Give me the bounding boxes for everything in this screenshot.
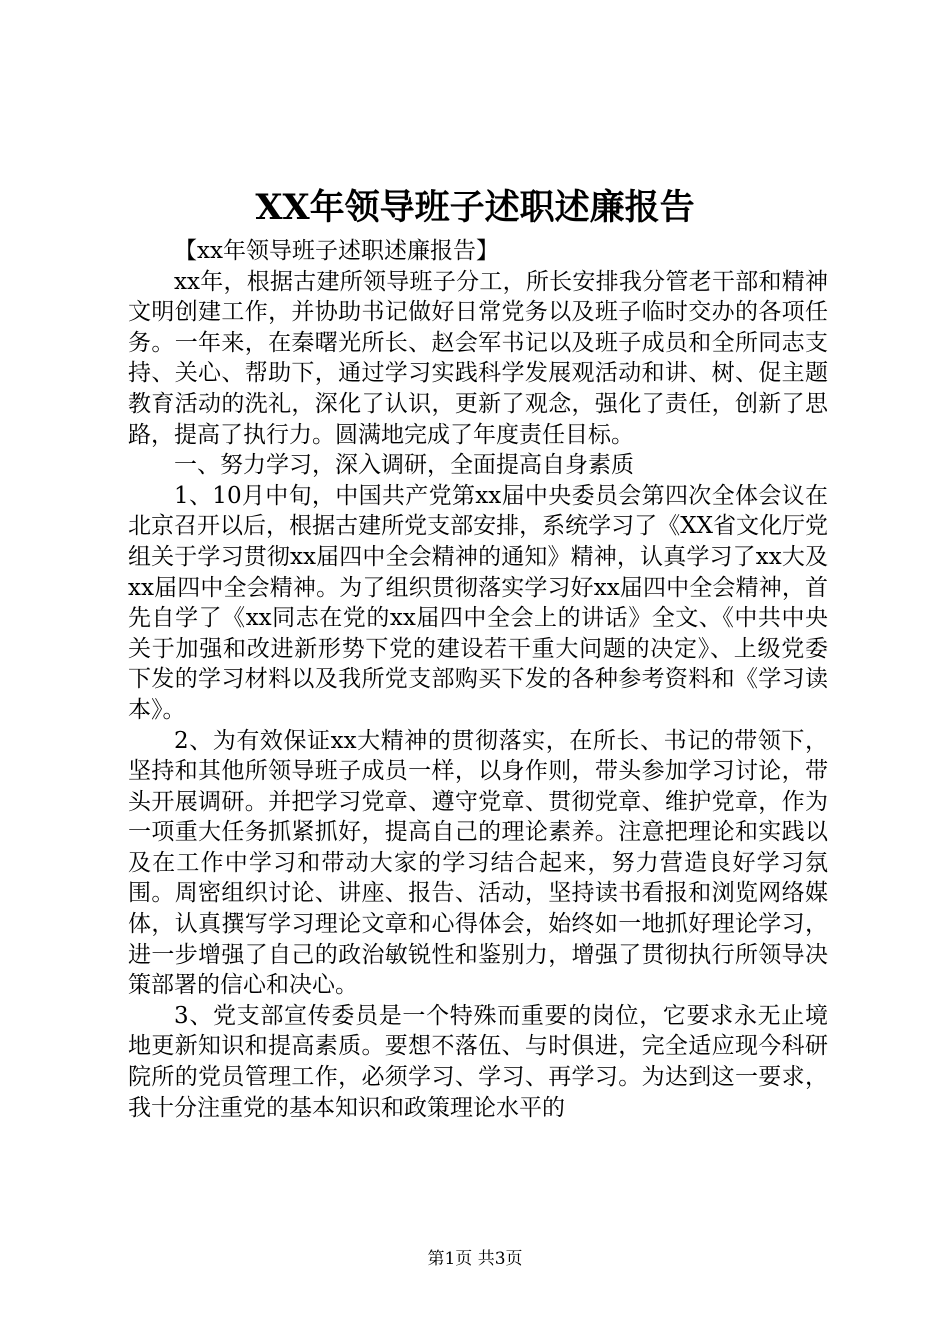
paragraph: xx年，根据古建所领导班子分工，所长安排我分管老干部和精神文明创建工作，并协助书记做好日常党务以及班子临时交办的各项任务。一年来，在秦曙光所长、赵会军书记以及班子成员和全所同志支持、关心、帮助下，通过学习实践科学发展观活动和讲、树、促主题教育活动的洗礼，深化了认识，更新了观念，强化了责任，创新了思路，提高了执行力。圆满地完成了年度责任目标。 [128, 268, 828, 448]
document-title: XX年领导班子述职述廉报告 [255, 187, 695, 228]
paragraph: 【xx年领导班子述职述廉报告】 [174, 238, 499, 264]
paragraph: 1、10月中旬，中国共产党第xx届中央委员会第四次全体会议在北京召开以后，根据古建所党支部安排，系统学习了《XX省文化厅党组关于学习贯彻xx届四中全会精神的通知》精神，认真学习了xx大及xx届四中全会精神。为了组织贯彻落实学习好xx届四中全会精神，首先自学了《xx同志在党的xx届四中全会上的讲话》全文、《中共中央关于加强和改进新形势下党的建设若干重大问题的决定》、上级党委下发的学习材料以及我所党支部购买下发的各种参考资料和《学习读本》。 [128, 482, 828, 723]
page-footer: 第1页 共3页 [427, 1249, 523, 1269]
section-heading: 一、努力学习，深入调研，全面提高自身素质 [174, 452, 634, 479]
paragraph: 3、党支部宣传委员是一个特殊而重要的岗位，它要求永无止境地更新知识和提高素质。要想不落伍、与时俱进，完全适应现今科研院所的党员管理工作，必须学习、学习、再学习。为达到这一要求，我十分注重党的基本知识和政策理论水平的 [128, 1002, 828, 1121]
document-body [128, 236, 828, 1123]
paragraph: 2、为有效保证xx大精神的贯彻落实，在所长、书记的带领下，坚持和其他所领导班子成员一样，以身作则，带头参加学习讨论，带头开展调研。并把学习党章、遵守党章、贯彻党章、维护党章，作为一项重大任务抓紧抓好，提高自己的理论素养。注意把理论和实践以及在工作中学习和带动大家的学习结合起来，努力营造良好学习氛围。周密组织讨论、讲座、报告、活动，坚持读书看报和浏览网络媒体，认真撰写学习理论文章和心得体会，始终如一地抓好理论学习，进一步增强了自己的政治敏锐性和鉴别力，增强了贯彻执行所领导决策部署的信心和决心。 [128, 727, 828, 999]
